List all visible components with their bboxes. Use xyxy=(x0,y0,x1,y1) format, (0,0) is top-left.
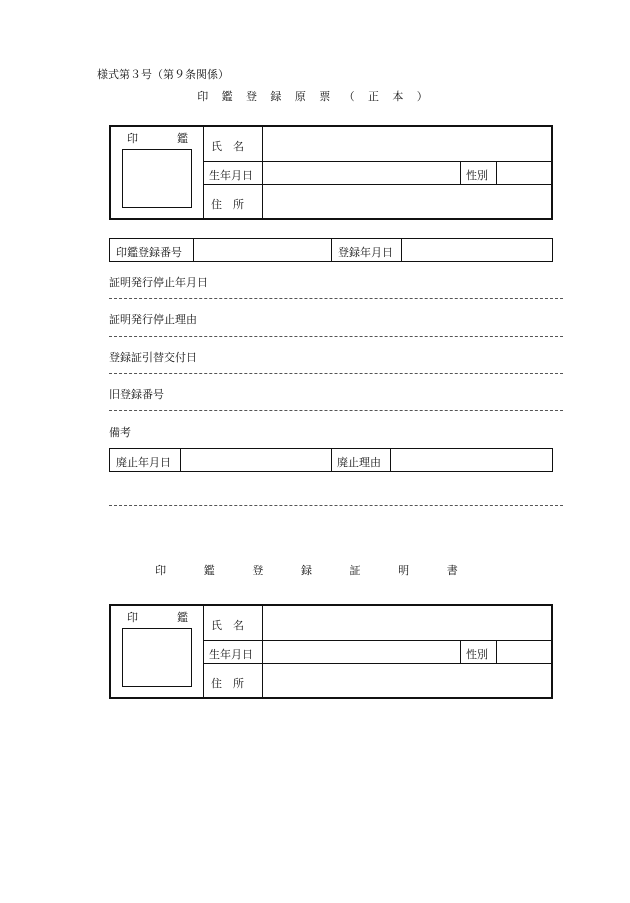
seal-table-certificate xyxy=(109,604,553,699)
name-field[interactable] xyxy=(263,127,551,161)
seal-table-original xyxy=(109,125,553,220)
certificate-title: 印 鑑 登 録 証 明 書 xyxy=(155,564,475,577)
address-field[interactable] xyxy=(263,185,551,218)
abolition-date-label: 廃止年月日 xyxy=(116,456,171,469)
seal-stamp-box[interactable] xyxy=(122,149,192,208)
abolition-reason-field[interactable] xyxy=(391,449,552,471)
birthdate-label: 生年月日 xyxy=(209,169,253,182)
remarks-line[interactable] xyxy=(109,505,563,506)
seal-label-in: 印 xyxy=(127,132,138,145)
seal-label-kan: 鑑 xyxy=(177,611,188,624)
seal-label-in: 印 xyxy=(127,611,138,624)
birthdate-label: 生年月日 xyxy=(209,648,253,661)
abolition-row xyxy=(109,448,553,472)
registration-row xyxy=(109,238,553,262)
old-number-label: 旧登録番号 xyxy=(109,388,164,401)
reissue-date-line[interactable] xyxy=(109,373,563,374)
seal-stamp-box[interactable] xyxy=(122,628,192,687)
registration-date-field[interactable] xyxy=(402,239,552,261)
suspension-reason-line[interactable] xyxy=(109,336,563,337)
address-label: 住 所 xyxy=(211,198,244,211)
abolition-date-field[interactable] xyxy=(181,449,331,471)
registration-number-field[interactable] xyxy=(194,239,331,261)
gender-label: 性別 xyxy=(466,169,488,182)
name-label: 氏 名 xyxy=(211,140,244,153)
seal-label-kan: 鑑 xyxy=(177,132,188,145)
abolition-reason-label: 廃止理由 xyxy=(337,456,381,469)
suspension-reason-label: 証明発行停止理由 xyxy=(109,313,197,326)
name-label: 氏 名 xyxy=(211,619,244,632)
name-field[interactable] xyxy=(263,606,551,640)
birthdate-field[interactable] xyxy=(263,641,460,663)
remarks-label: 備考 xyxy=(109,426,131,439)
reissue-date-label: 登録証引替交付日 xyxy=(109,351,197,364)
registration-number-label: 印鑑登録番号 xyxy=(116,246,182,259)
gender-field[interactable] xyxy=(497,162,551,184)
original-title: 印 鑑 登 録 原 票 （ 正 本 ） xyxy=(197,90,433,103)
old-number-line[interactable] xyxy=(109,410,563,411)
suspension-date-line[interactable] xyxy=(109,298,563,299)
address-label: 住 所 xyxy=(211,677,244,690)
gender-label: 性別 xyxy=(466,648,488,661)
form-number: 様式第３号（第９条関係） xyxy=(97,68,229,81)
suspension-date-label: 証明発行停止年月日 xyxy=(109,276,208,289)
address-field[interactable] xyxy=(263,664,551,697)
birthdate-field[interactable] xyxy=(263,162,460,184)
registration-date-label: 登録年月日 xyxy=(338,246,393,259)
gender-field[interactable] xyxy=(497,641,551,663)
